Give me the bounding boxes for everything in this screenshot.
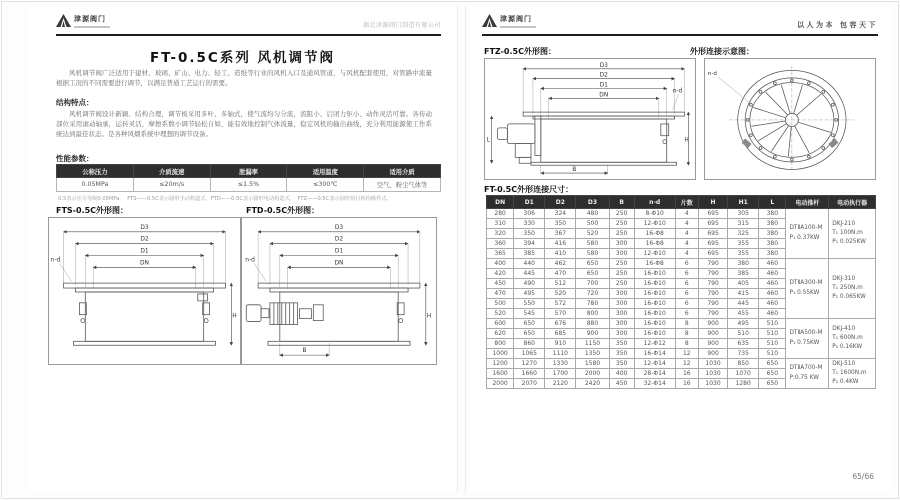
dim-label-d3: D3 — [599, 62, 608, 69]
mountain-logo-icon — [482, 14, 497, 27]
brand-name: 津源阀门 — [500, 15, 532, 23]
connection-diagram-heading: 外形连接示意图： — [690, 47, 754, 56]
table-row: 310 330 350 500 250 12-Φ10 4 695 315 380 — [487, 219, 876, 229]
bolt-label-nd: n-d — [50, 257, 61, 264]
params-value-row: 0.05MPa ≤20m/s ≤1.5% ≤300℃ 空气、粉尘气体等 — [57, 178, 441, 192]
electric-pusher-cell: DTⅡA300-M P₁ 0.55KW — [786, 259, 829, 319]
dim-label-h: H — [684, 137, 689, 144]
table-row: 1600 1660 1700 2000 400 28-Φ14 16 1030 1070 650 — [487, 369, 876, 379]
dim-label-dn: DN — [599, 92, 609, 99]
dim-label-d3: D3 — [140, 224, 149, 231]
electric-actuator-cell: DKJ-210 T₁ 100N.m P₁ 0.025KW — [829, 209, 876, 259]
dim-label-h: H — [426, 313, 432, 320]
table-row: 2000 2070 2120 2420 450 32-Φ14 16 1030 1280 650 — [487, 379, 876, 389]
slogan-text: 以人为本 包容天下 — [797, 21, 878, 29]
dim-label-d1: D1 — [140, 248, 149, 255]
dim-head-row: DN D1 D2 D3 B n-d 片数 H H1 L 电动推杆 电动执行器 — [487, 196, 876, 209]
flange-connection-diagram — [704, 58, 876, 180]
table-row: 1200 1270 1330 1580 350 12-Φ14 12 1030 850 650 DTⅡA700-M P:0.75 KW DKJ-510 T₁ 1600N.m P₁ 0.4KW — [487, 359, 876, 369]
brand-subtext-strip — [500, 26, 536, 28]
electric-pusher-cell: DTⅡA500-M P₁ 0.75KW — [786, 319, 829, 359]
dim-label-l: L — [486, 137, 491, 144]
dim-label-h: H — [232, 313, 237, 320]
table-row: 450 490 512 700 250 16-Φ10 6 790 405 460 — [487, 279, 876, 289]
bolt-label-nd: n-d — [672, 88, 683, 95]
dim-label-b: B — [572, 167, 577, 174]
dim-label-d2: D2 — [140, 236, 149, 243]
electric-pusher-cell: DTⅡA100-M P₁ 0.37KW — [786, 209, 829, 259]
footnote: 0.5表示压力等级0.05MPa。 FTS——0.5C表示圆形手动构造式，FTD——0.5C表示圆形电动构造式， FTZ——0.5C表示圆形执行机构操作式。 — [58, 196, 392, 202]
table-row: 1000 1065 1110 1350 350 16-Φ14 12 900 735 510 — [487, 349, 876, 359]
page-number: 65/66 — [852, 472, 874, 481]
dim-label-d1: D1 — [599, 82, 608, 89]
dimension-table — [486, 195, 876, 389]
header-rule — [56, 34, 441, 36]
dim-label-d3: D3 — [334, 224, 344, 231]
table-row: 360 394 416 580 300 16-Φ8 4 695 355 380 — [487, 239, 876, 249]
bolt-label-nd: n-d — [707, 71, 717, 78]
dim-label-dn: DN — [140, 260, 149, 267]
features-heading: 结构特点： — [56, 98, 94, 107]
mountain-logo-icon — [56, 14, 71, 27]
fts-drawing-heading: FTS-0.5C外形图： — [56, 206, 129, 215]
table-row: 500 550 572 780 300 16-Φ10 6 790 445 460 — [487, 299, 876, 309]
table-row: 520 545 570 800 300 16-Φ10 6 790 455 460 — [487, 309, 876, 319]
table-row: 365 385 410 580 300 12-Φ10 4 695 355 380 — [487, 249, 876, 259]
company-name: 湖北津源阀门制造有限公司 — [362, 22, 441, 29]
dim-label-d2: D2 — [334, 236, 344, 243]
table-row: 600 650 676 880 300 16-Φ10 8 900 495 510 DTⅡA500-M P₁ 0.75KW DKJ-410 T₁ 600N.m P₁ 0.16KW — [487, 319, 876, 329]
electric-pusher-cell: DTⅡA700-M P:0.75 KW — [786, 359, 829, 389]
table-row: 280 306 324 480 250 8-Φ10 4 695 305 380 DTⅡA100-M P₁ 0.37KW DKJ-210 T₁ 100N.m P₁ 0.025KW — [487, 209, 876, 219]
dim-label-dn: DN — [334, 260, 344, 267]
page-title: FT-0.5C系列 风机调节阀 — [149, 50, 336, 66]
table-row: 420 445 470 650 250 16-Φ10 6 790 385 460 — [487, 269, 876, 279]
dimension-table-heading: FT-0.5C外形连接尺寸： — [484, 185, 574, 194]
brand-name: 津源阀门 — [74, 15, 106, 23]
catalog-page-left — [30, 6, 455, 493]
features-paragraph: 风机调节阀设计新颖、结构合理，调节板采用多叶、多轴式，使气流均匀分流，流阻小、启闭力矩小、动作灵活可靠。各传动部位采用滚动轴承，运转灵活，摩擦系数小调节轻松自如，能有效地控制气体流量，稳定风机的输出曲线，充分利用能源使工作系统达到最佳状态。是各种风烟系统中理想的调节设备。 — [56, 110, 432, 138]
ftz-outline-drawing — [484, 58, 696, 180]
catalog-page-right — [468, 6, 892, 493]
table-row: 400 440 462 650 250 16-Φ8 6 790 380 460 DTⅡA300-M P₁ 0.55KW DKJ-310 T₁ 250N.m P₁ 0.065KW — [487, 259, 876, 269]
electric-actuator-cell: DKJ-510 T₁ 1600N.m P₁ 0.4KW — [829, 359, 876, 389]
electric-actuator-cell: DKJ-310 T₁ 250N.m P₁ 0.065KW — [829, 259, 876, 319]
left-header — [56, 14, 441, 36]
ftd-outline-drawing — [241, 217, 437, 365]
params-head-row: 公称压力 介质流速 泄漏率 适用温度 适用介质 — [57, 165, 441, 178]
table-row: 470 495 520 720 300 16-Φ10 6 790 415 460 — [487, 289, 876, 299]
table-row: 800 860 910 1150 350 12-Φ12 8 900 635 510 — [487, 339, 876, 349]
dim-label-d2: D2 — [599, 72, 608, 79]
right-header — [482, 14, 878, 36]
electric-actuator-cell: DKJ-410 T₁ 600N.m P₁ 0.16KW — [829, 319, 876, 359]
brand-subtext-strip — [74, 26, 110, 28]
header-rule — [482, 34, 878, 36]
dim-label-b: B — [302, 348, 307, 355]
ftd-drawing-heading: FTD-0.5C外形图： — [246, 206, 320, 215]
fts-outline-drawing — [48, 217, 241, 365]
intro-paragraph: 风机调节阀广泛适用于建材、玻璃、矿山、电力、轻工、造纸等行业的风机入口及通风管道，与风机配套使用，对管路中流量根据工况的不同需要进行调节，以满足普通工艺运行的需要。 — [56, 69, 432, 87]
params-heading: 性能参数： — [56, 154, 94, 163]
ftz-drawing-heading: FTZ-0.5C外形图： — [484, 47, 556, 56]
dim-table-body — [487, 209, 876, 389]
dim-label-d1: D1 — [334, 248, 344, 255]
bolt-label-nd: n-d — [245, 257, 255, 264]
page-gutter — [457, 6, 466, 493]
table-row: 620 650 685 900 300 16-Φ10 8 900 510 510 — [487, 329, 876, 339]
performance-params-table — [56, 164, 441, 192]
table-row: 320 350 367 520 250 16-Φ8 4 695 325 380 — [487, 229, 876, 239]
